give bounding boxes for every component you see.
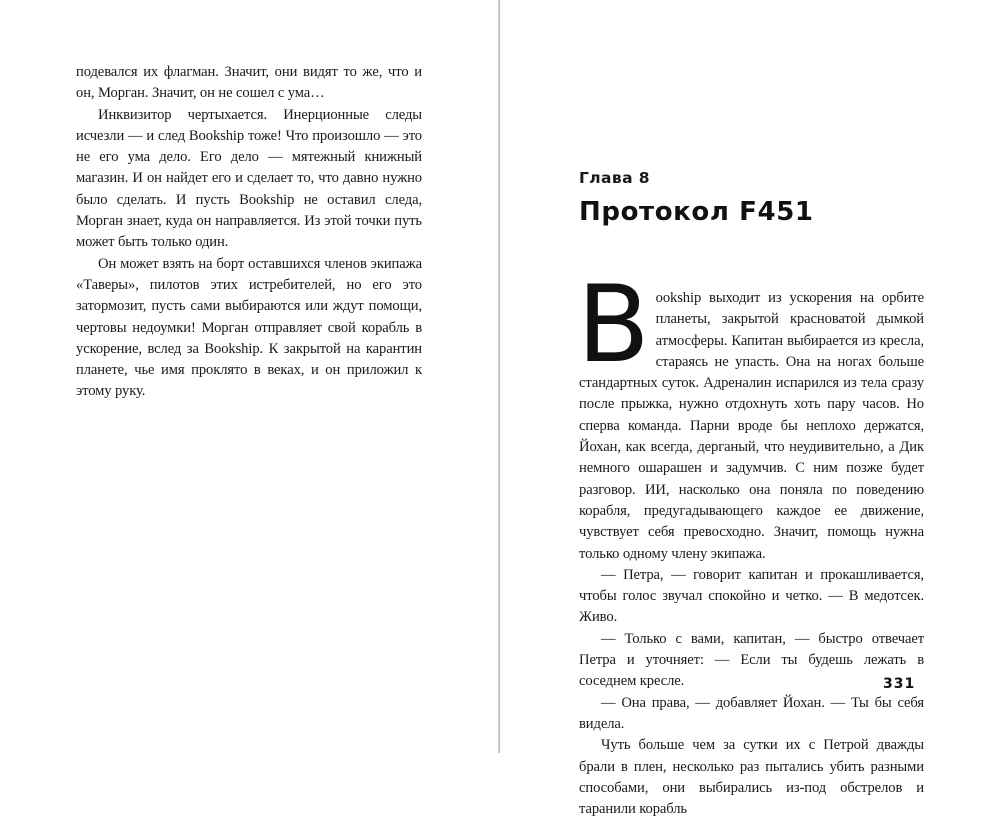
right-paragraph-4: — Она права, — добавляет Йохан. — Ты бы себя видела. xyxy=(579,694,924,732)
right-first-paragraph-text: ookship выходит из ускорения на орбите планеты, закрытой красноватой дымкой атмосферы. Капитан выбирается из кресла, стараясь не упасть. Она на ногах больше стандартных суток. Адреналин испарился из тела сразу после прыжка, нужно отдохнуть хоть пару часов. Но сперва команда. Парни вроде бы неплохо держатся, Йохан, как всегда, дерганый, что неудивительно, а Дик немного ошарашен и задумчив. С ним позже будет разговор. ИИ, насколько она поняла по поведению корабля, предугадывающего каждое ее движение, чувствует себя превосходно. Значит, помощь нужна только одному члену экипажа. xyxy=(579,290,924,562)
left-paragraph-3: Он может взять на борт оставшихся членов экипажа «Таверы», пилотов этих истребителей, но его это затормозит, пусть сами выбираются или ждут помощи, чертовы недоумки! Морган отправляет свой корабль в ускорение, вслед за Bookship. К закрытой на карантин планете, чье имя проклято в веках, и он приложил к этому руку. xyxy=(76,255,422,400)
right-first-paragraph xyxy=(577,263,924,565)
left-page-text xyxy=(76,62,422,403)
right-paragraph-5: Чуть больше чем за сутки их с Петрой дважды брали в плен, несколько раз пытались убить разными способами, они выбирались из-под обстрелов и таранили корабль xyxy=(579,737,924,818)
chapter-label: Глава 8 xyxy=(579,169,650,187)
right-paragraph-2: — Петра, — говорит капитан и прокашливается, чтобы голос звучал спокойно и четко. — В медотсек. Живо. xyxy=(579,566,924,626)
left-paragraph-2: Инквизитор чертыхается. Инерционные следы исчезли — и след Bookship тоже! Что произошло — это не его ума дело. Его дело — мятежный книжный магазин. И он найдет его и сделает то, что давно нужно было сделать. И пусть Bookship не оставил следа, Морган знает, куда он направляется. Из этой точки путь может быть только один. xyxy=(76,106,422,251)
right-paragraph-3: — Только с вами, капитан, — быстро отвечает Петра и уточняет: — Если ты будешь лежать в соседнем кресле. xyxy=(579,630,924,690)
chapter-title: Протокол F451 xyxy=(579,197,814,227)
page-number: 331 xyxy=(883,676,916,692)
book-gutter xyxy=(498,0,500,753)
right-page-text xyxy=(577,263,924,820)
dropcap-letter: B xyxy=(577,263,650,386)
left-paragraph-1: подевался их флагман. Значит, они видят то же, что и он, Морган. Значит, он не сошел с ума… xyxy=(76,64,422,102)
